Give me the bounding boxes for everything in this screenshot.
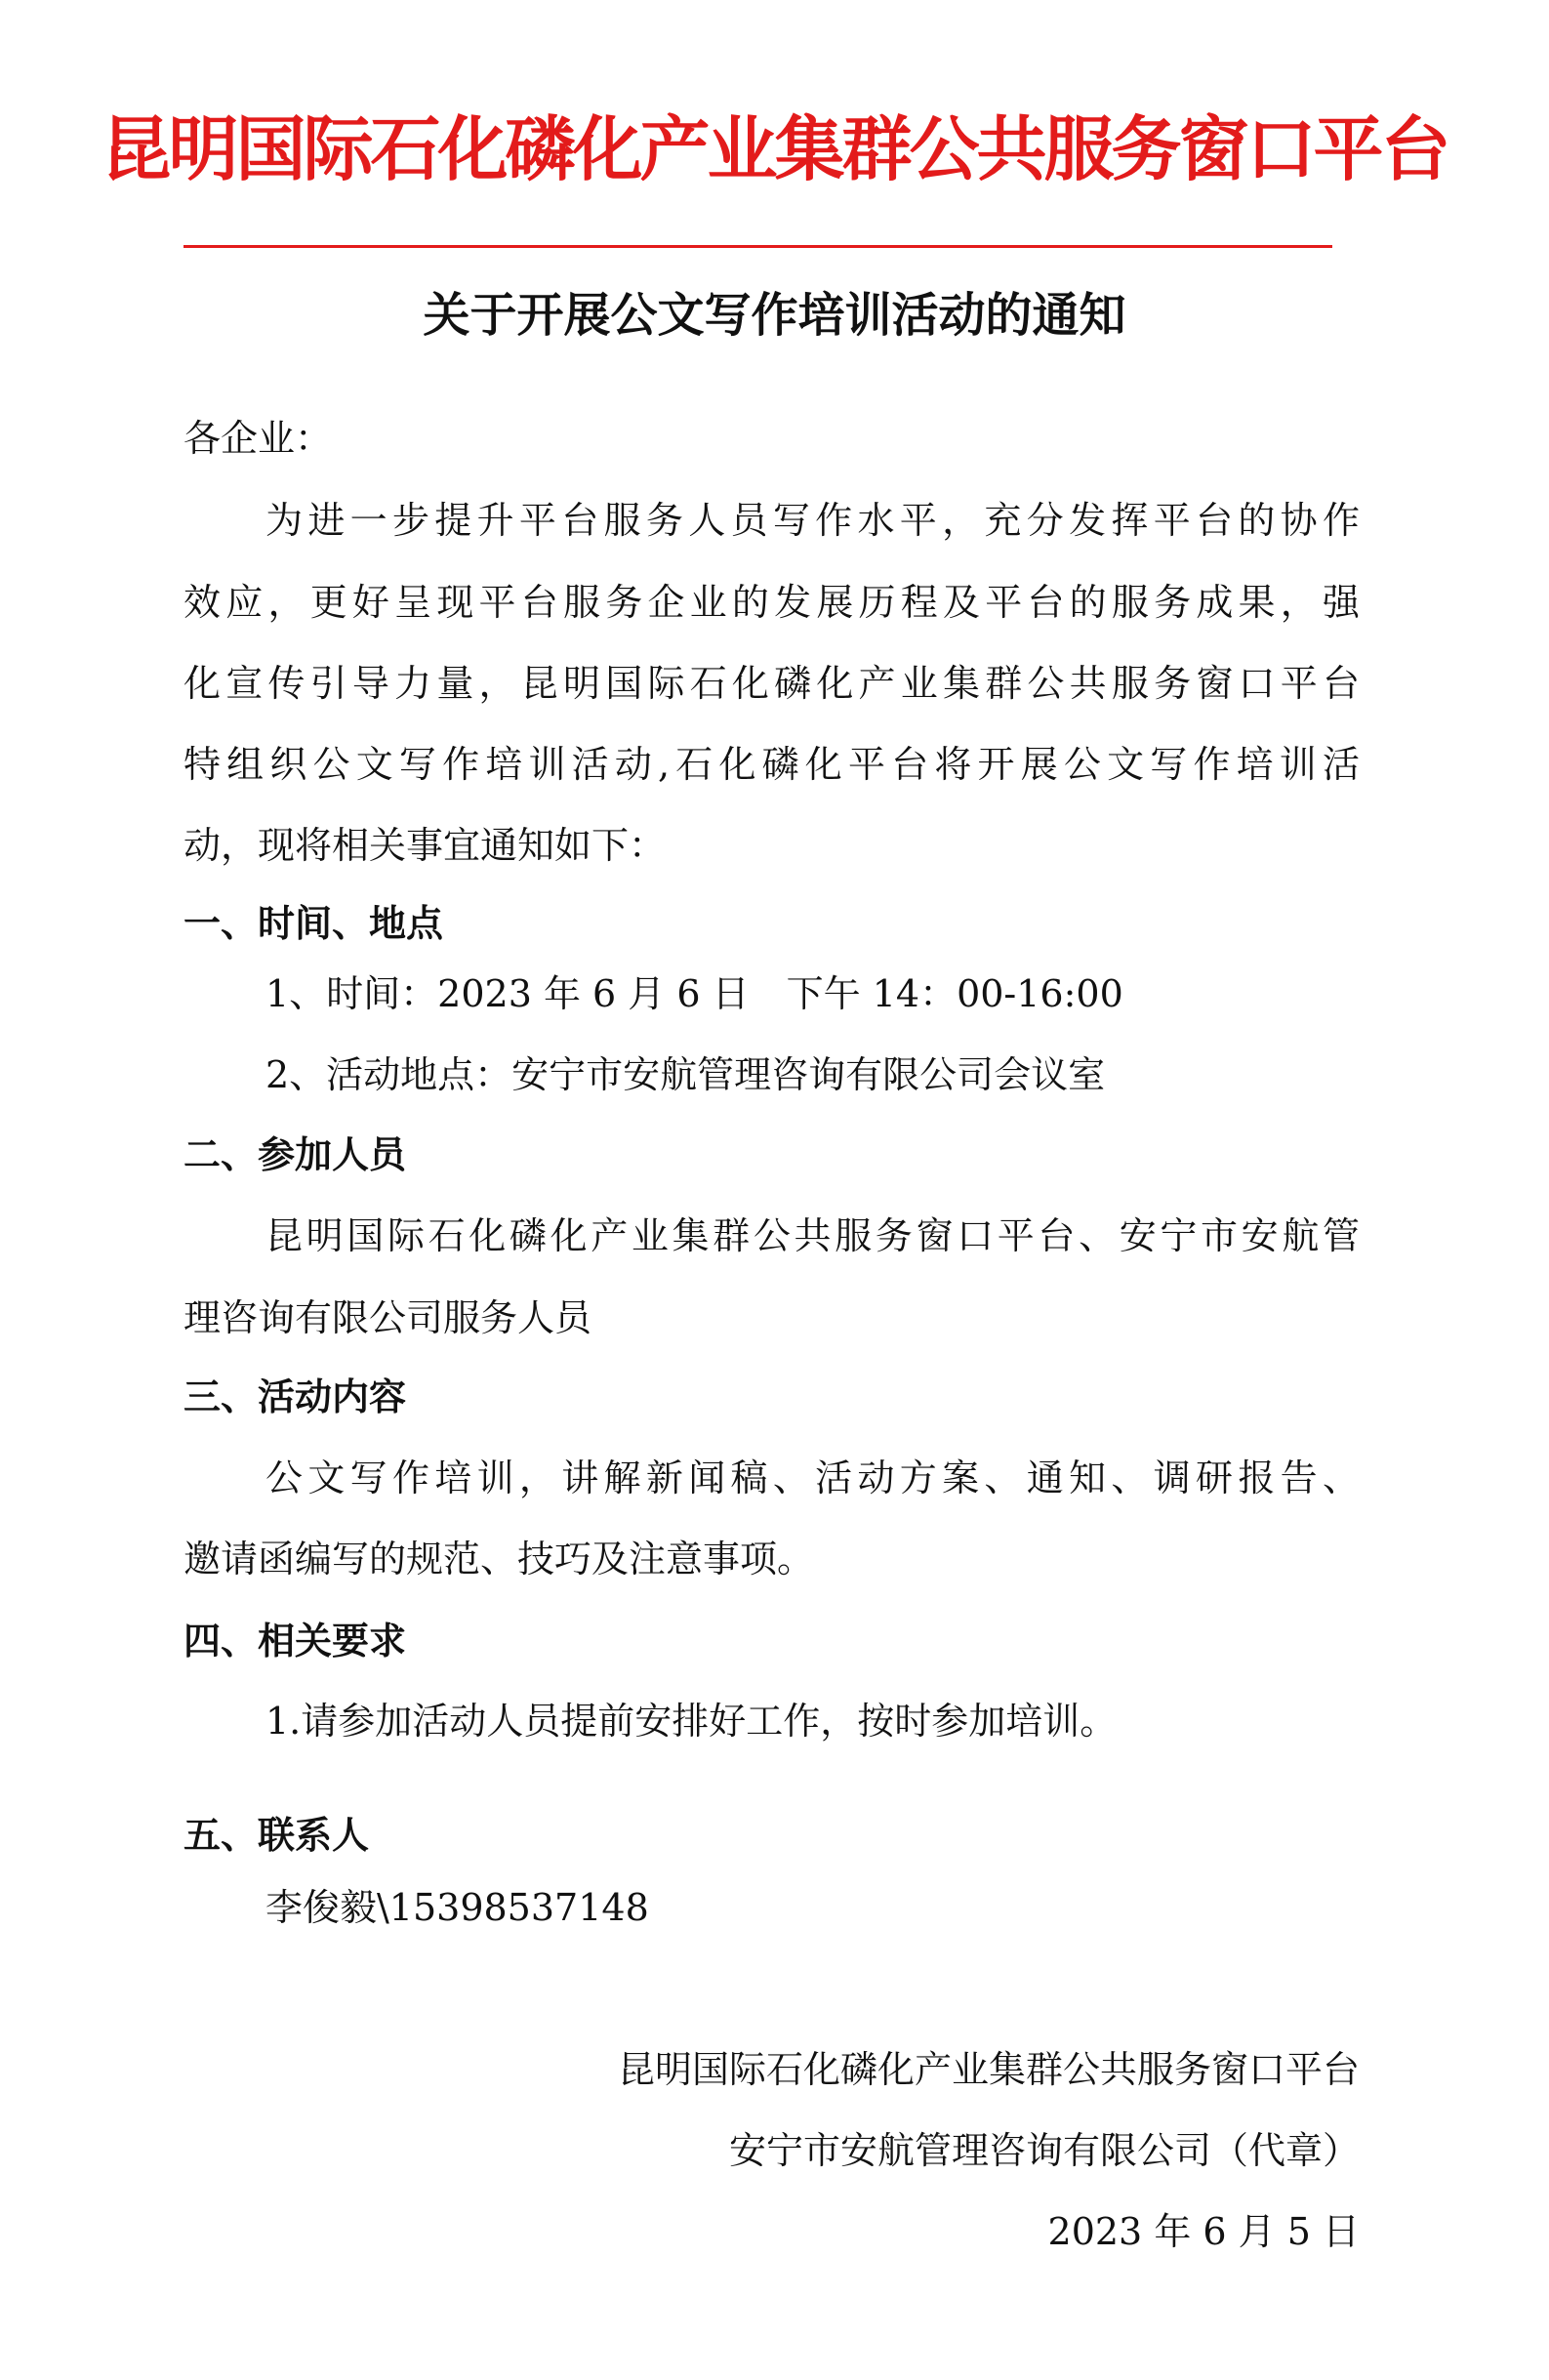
signature-org-2: 安宁市安航管理咨询有限公司（代章） <box>728 2129 1360 2172</box>
section-5-heading: 五、联系人 <box>183 1814 370 1857</box>
contact-person: 李俊毅\15398537148 <box>265 1886 649 1929</box>
section-2-line-2: 理咨询有限公司服务人员 <box>183 1296 592 1339</box>
intro-line-3: 化宣传引导力量，昆明国际石化磷化产业集群公共服务窗口平台 <box>183 662 1360 705</box>
section-3-line-1: 公文写作培训，讲解新闻稿、活动方案、通知、调研报告、 <box>265 1457 1360 1499</box>
section-2-heading: 二、参加人员 <box>183 1133 407 1176</box>
section-1-location: 2、活动地点：安宁市安航管理咨询有限公司会议室 <box>265 1053 1106 1096</box>
intro-line-5: 动，现将相关事宜通知如下： <box>183 824 667 867</box>
intro-line-1: 为进一步提升平台服务人员写作水平，充分发挥平台的协作 <box>265 499 1360 542</box>
section-4-heading: 四、相关要求 <box>183 1620 407 1662</box>
intro-line-4: 特组织公文写作培训活动,石化磷化平台将开展公文写作培训活 <box>183 743 1360 786</box>
intro-line-2: 效应，更好呈现平台服务企业的发展历程及平台的服务成果，强 <box>183 581 1360 624</box>
signature-org-1: 昆明国际石化磷化产业集群公共服务窗口平台 <box>617 2048 1360 2091</box>
document-title: 关于开展公文写作培训活动的通知 <box>423 288 1126 343</box>
org-header-title: 昆明国际石化磷化产业集群公共服务窗口平台 <box>101 108 1448 190</box>
section-3-line-2: 邀请函编写的规范、技巧及注意事项。 <box>183 1538 815 1580</box>
section-4-item: 1.请参加活动人员提前安排好工作，按时参加培训。 <box>265 1700 1118 1743</box>
section-1-time: 1、时间：2023 年 6 月 6 日 下午 14：00-16:00 <box>265 972 1123 1015</box>
salutation: 各企业： <box>183 417 333 460</box>
section-2-line-1: 昆明国际石化磷化产业集群公共服务窗口平台、安宁市安航管 <box>265 1214 1360 1257</box>
header-red-rule <box>183 245 1332 248</box>
section-3-heading: 三、活动内容 <box>183 1375 407 1418</box>
signature-date: 2023 年 6 月 5 日 <box>1047 2210 1360 2253</box>
section-1-heading: 一、时间、地点 <box>183 902 444 945</box>
